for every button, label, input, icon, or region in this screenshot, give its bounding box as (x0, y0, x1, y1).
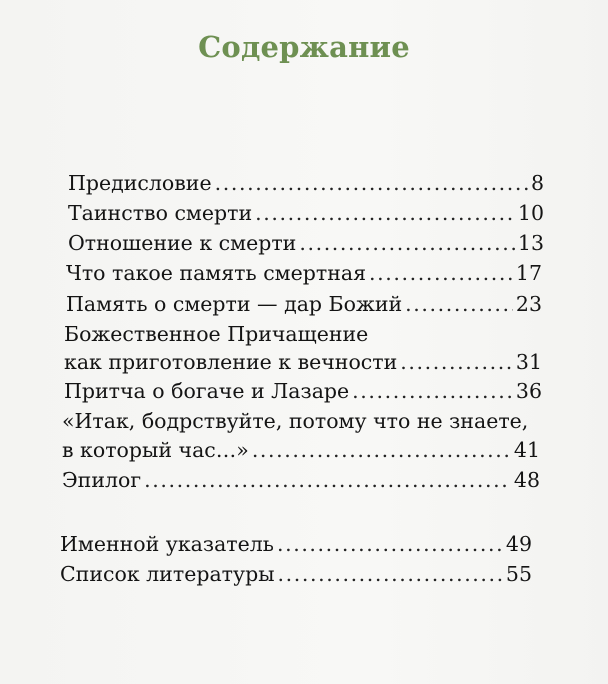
toc-entry-watch-line1: «Итак, бодрствуйте, потому что не знаете, (62, 409, 529, 433)
toc-entry-page: 23 (515, 292, 542, 316)
toc-entry-page: 41 (513, 438, 540, 462)
dot-leader (405, 291, 513, 317)
toc-entry-label: Список литературы (60, 562, 275, 586)
toc-entry-name-index (60, 531, 532, 557)
dot-leader (255, 200, 515, 226)
toc-entry-label: Что такое память смертная (66, 261, 367, 285)
toc-entry-label: как приготовление к вечности (64, 350, 398, 374)
toc-entry-page: 10 (517, 201, 544, 225)
toc-entry-page: 31 (515, 350, 542, 374)
toc-entry-attitude-to-death (68, 230, 544, 256)
toc-entry-communion (64, 349, 542, 375)
toc-entry-memory-of-death-meaning (66, 260, 542, 286)
toc-entry-page: 49 (505, 532, 532, 556)
toc-entry-page: 48 (513, 468, 540, 492)
dot-leader (278, 561, 503, 587)
dot-leader (369, 260, 513, 286)
toc-entry-page: 17 (515, 261, 542, 285)
toc-entry-parable (64, 378, 542, 404)
dot-leader (277, 531, 503, 557)
dot-leader (400, 349, 513, 375)
toc-entry-communion-line1: Божественное Причащение (64, 322, 369, 346)
toc-entry-preface (68, 170, 544, 196)
toc-entry-label: Именной указатель (60, 532, 274, 556)
toc-entry-page: 8 (530, 171, 544, 195)
toc-entry-page: 55 (505, 562, 532, 586)
toc-entry-label: Память о смерти — дар Божий (66, 292, 403, 316)
toc-entry-sacrament-of-death (68, 200, 544, 226)
dot-leader (252, 437, 511, 463)
dot-leader (215, 170, 528, 196)
dot-leader (144, 467, 511, 493)
toc-entry-label: в который час…» (62, 438, 249, 462)
toc-entry-page: 13 (517, 231, 544, 255)
toc-entry-epilogue (62, 467, 540, 493)
toc-entry-watch (62, 437, 540, 463)
toc-entry-label: Эпилог (62, 468, 142, 492)
toc-entry-label: Отношение к смерти (68, 231, 297, 255)
toc-entry-page: 36 (515, 379, 542, 403)
toc-entry-memory-gift-of-god (66, 291, 542, 317)
toc-entry-bibliography (60, 561, 532, 587)
dot-leader (299, 230, 515, 256)
toc-entry-label: Притча о богаче и Лазаре (64, 379, 350, 403)
toc-entry-label: Таинство смерти (68, 201, 253, 225)
dot-leader (352, 378, 513, 404)
page-title: Содержание (198, 30, 410, 64)
toc-entry-label: Предисловие (68, 171, 212, 195)
